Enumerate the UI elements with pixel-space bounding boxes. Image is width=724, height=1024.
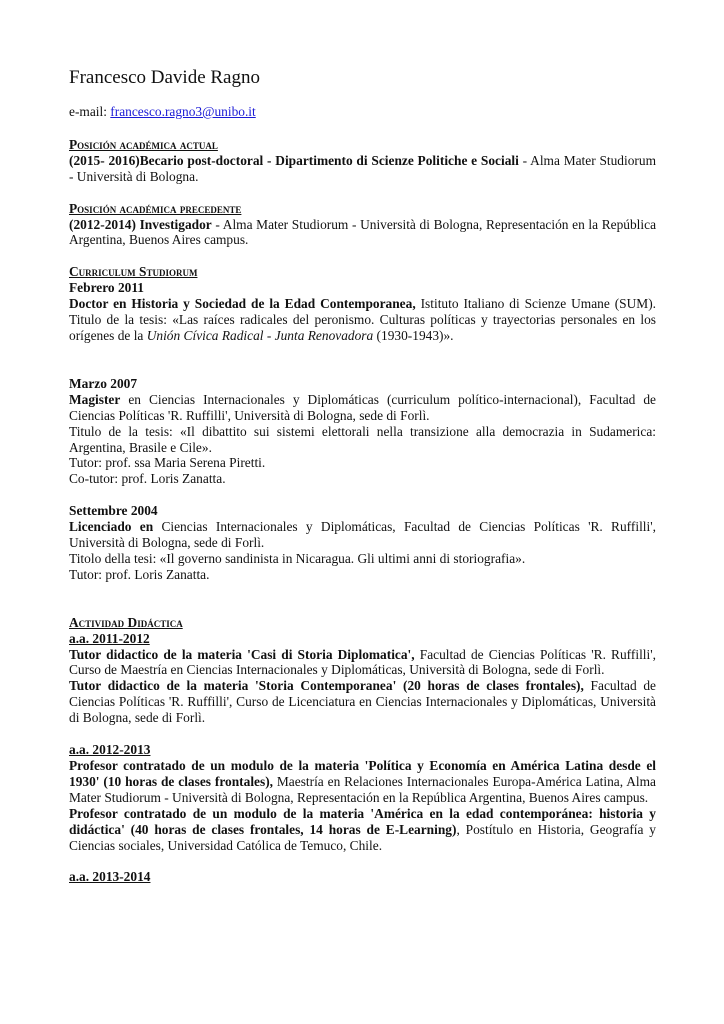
magister-tutor: Tutor: prof. ssa Maria Serena Piretti. — [69, 455, 266, 471]
licenciado-text: Ciencias Internacionales y Diplomáticas, Facultad de Ciencias Políticas 'R. Ruffilli', Università di Bologna, sede di Forlì. — [69, 519, 656, 551]
teaching-2012-item-1-title: Profesor contratado de un modulo de la materia 'Política y Economía en América Latina desde el 1930' (10 horas de clases frontales), — [69, 758, 656, 789]
magister-title: Magister — [69, 391, 121, 407]
teaching-2012-item-2-text: , Postítulo en Historia, Geografía y Ciencias sociales, Universidad Católica de Temuco, Chile. — [69, 821, 656, 853]
section-heading-current-position: Posición académica actual — [69, 136, 218, 152]
teaching-2011-item-1-text: Facultad de Ciencias Políticas 'R. Ruffilli', Curso de Maestría en Ciencias Internacionales y Diplomáticas, Università di Bologna, sede di Forlì. — [69, 646, 656, 678]
current-position-title: (2015- 2016)Becario post-doctoral - Dipartimento di Scienze Politiche e Sociali — [69, 152, 519, 168]
teaching-2011-item-1-title: Tutor didactico de la materia 'Casi di Storia Diplomatica', — [69, 646, 415, 662]
current-position-institution: - Alma Mater Studiorum - Università di Bologna. — [69, 152, 656, 184]
licenciado-date: Settembre 2004 — [69, 503, 158, 519]
current-position-entry — [69, 153, 656, 185]
teaching-2012-item-2-title: Profesor contratado de un modulo de la materia 'América en la edad contemporánea: historia y didáctica' (40 horas de clases frontales, 14 horas de E-Learning) — [69, 805, 656, 837]
year-label-2012: a.a. 2012-2013 — [69, 742, 151, 758]
licenciado-title: Licenciado en — [69, 519, 154, 535]
magister-entry — [69, 392, 656, 424]
teaching-2011-item-2-title: Tutor didactico de la materia 'Storia Contemporanea' (20 horas de clases frontales), — [69, 678, 584, 694]
year-label-2011: a.a. 2011-2012 — [69, 630, 150, 646]
section-heading-teaching: Actividad Didáctica — [69, 614, 183, 630]
teaching-2011-item-1 — [69, 647, 656, 679]
email-line — [69, 104, 656, 120]
doctor-date: Febrero 2011 — [69, 280, 145, 296]
doctor-italic: Unión Cívica Radical - Junta Renovadora — [146, 327, 374, 343]
email-link[interactable]: francesco.ragno3@unibo.it — [110, 104, 256, 119]
teaching-2011-item-2-text: Facultad de Ciencias Políticas 'R. Ruffilli', Curso de Licenciatura en Ciencias Internacionales y Diplomáticas, Università di Bologna, sede di Forlì. — [69, 678, 656, 726]
licenciado-tutor: Tutor: prof. Loris Zanatta. — [69, 566, 210, 582]
doctor-entry — [69, 296, 656, 344]
doctor-text: Istituto Italiano di Scienze Umane (SUM). Titulo de la tesis: «Las raíces radicales del peronismo. Culturas políticas y trayectorias personales en los orígenes de la — [69, 296, 656, 343]
previous-position-entry — [69, 217, 656, 249]
teaching-2011-item-2 — [69, 678, 656, 726]
teaching-2012-item-2 — [69, 806, 656, 854]
teaching-2012-item-1 — [69, 758, 656, 806]
magister-text: en Ciencias Internacionales y Diplomáticas (curriculum político-internacional), Facultad de Ciencias Políticas 'R. Ruffilli', Università di Bologna, sede di Forlì. — [69, 391, 656, 423]
magister-thesis: Titulo de la tesis: «Il dibattito sui sistemi elettorali nella transizione alla democrazia in Sudamerica: Argentina, Brasile e Cile». — [69, 423, 656, 455]
section-heading-curriculum: Curriculum Studiorum — [69, 264, 198, 280]
magister-date: Marzo 2007 — [69, 375, 138, 391]
previous-position-title: (2012-2014) Investigador — [69, 216, 212, 232]
magister-cotutor: Co-tutor: prof. Loris Zanatta. — [69, 471, 226, 487]
doctor-title: Doctor en Historia y Sociedad de la Edad Contemporanea, — [69, 296, 416, 312]
licenciado-thesis: Titolo della tesi: «Il governo sandinista in Nicaragua. Gli ultimi anni di storiografia». — [69, 550, 526, 566]
section-heading-previous-position: Posición académica precedente — [69, 200, 242, 216]
doctor-text-end: (1930-1943)». — [373, 327, 454, 343]
teaching-2012-item-1-text: Maestría en Relaciones Internacionales Europa-América Latina, Alma Mater Studiorum - Università di Bologna, Representación en la República Argentina, Buenos Aires campus. — [69, 773, 656, 805]
licenciado-entry — [69, 519, 656, 551]
email-label: e-mail: — [69, 104, 107, 119]
cv-name: Francesco Davide Ragno — [69, 67, 260, 88]
previous-position-institution: - Alma Mater Studiorum - Università di Bologna, Representación en la República Argentina, Buenos Aires campus. — [69, 216, 657, 248]
year-label-2013: a.a. 2013-2014 — [69, 869, 151, 885]
cv-content — [69, 66, 656, 885]
